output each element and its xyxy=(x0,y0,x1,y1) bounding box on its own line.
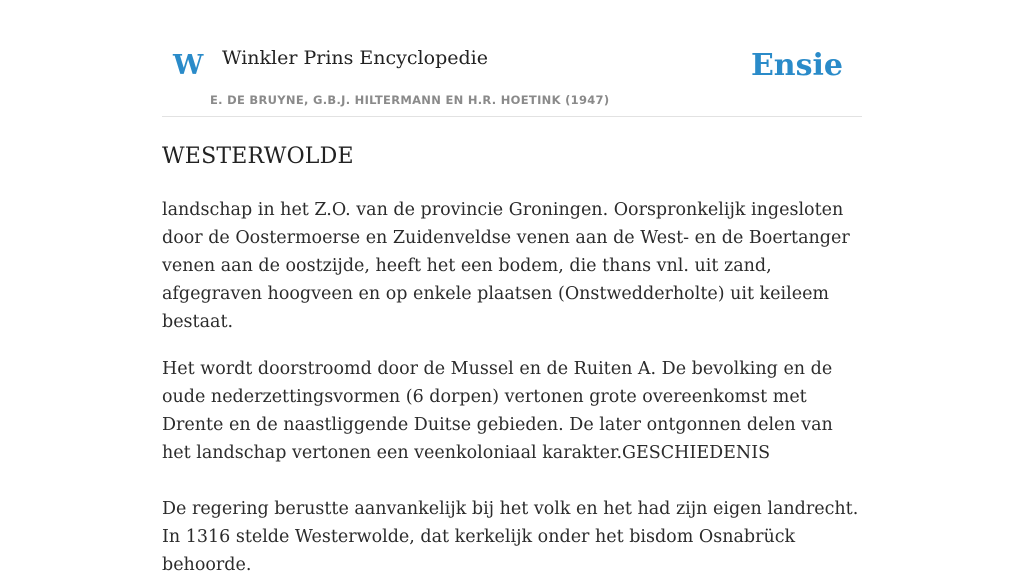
entry-title: WESTERWOLDE xyxy=(162,144,354,169)
source-logo-icon[interactable]: W xyxy=(173,50,204,81)
entry-paragraph-3: De regering berustte aanvankelijk bij het volk en het had zijn eigen landrecht. In 1316 stelde Westerwolde, dat kerkelijk onder het bisdom Osnabrück behoorde. xyxy=(162,499,859,576)
page xyxy=(162,0,862,579)
source-title[interactable]: Winkler Prins Encyclopedie xyxy=(222,47,488,69)
ensie-logo[interactable]: Ensie xyxy=(750,48,843,83)
entry-paragraph-1: landschap in het Z.O. van de provincie Groningen. Oorspronkelijk ingesloten door de Oostermoerse en Zuidenveldse venen aan de West- en de Boertanger venen aan de oostzijde, heeft het een bodem, die thans vnl. uit zand, afgegraven hoogveen en op enkele plaatsen (Onstwedderholte) uit keileem bestaat. xyxy=(162,200,850,333)
source-authors: E. DE BRUYNE, G.B.J. HILTERMANN EN H.R. HOETINK (1947) xyxy=(210,93,610,107)
entry-paragraph-2: Het wordt doorstroomd door de Mussel en de Ruiten A. De bevolking en de oude nederzettingsvormen (6 dorpen) vertonen grote overeenkomst met Drente en de naastliggende Duitse gebieden. De later ontgonnen delen van het landschap vertonen een veenkoloniaal karakter.GESCHIEDENIS xyxy=(162,359,833,464)
header xyxy=(162,0,862,117)
